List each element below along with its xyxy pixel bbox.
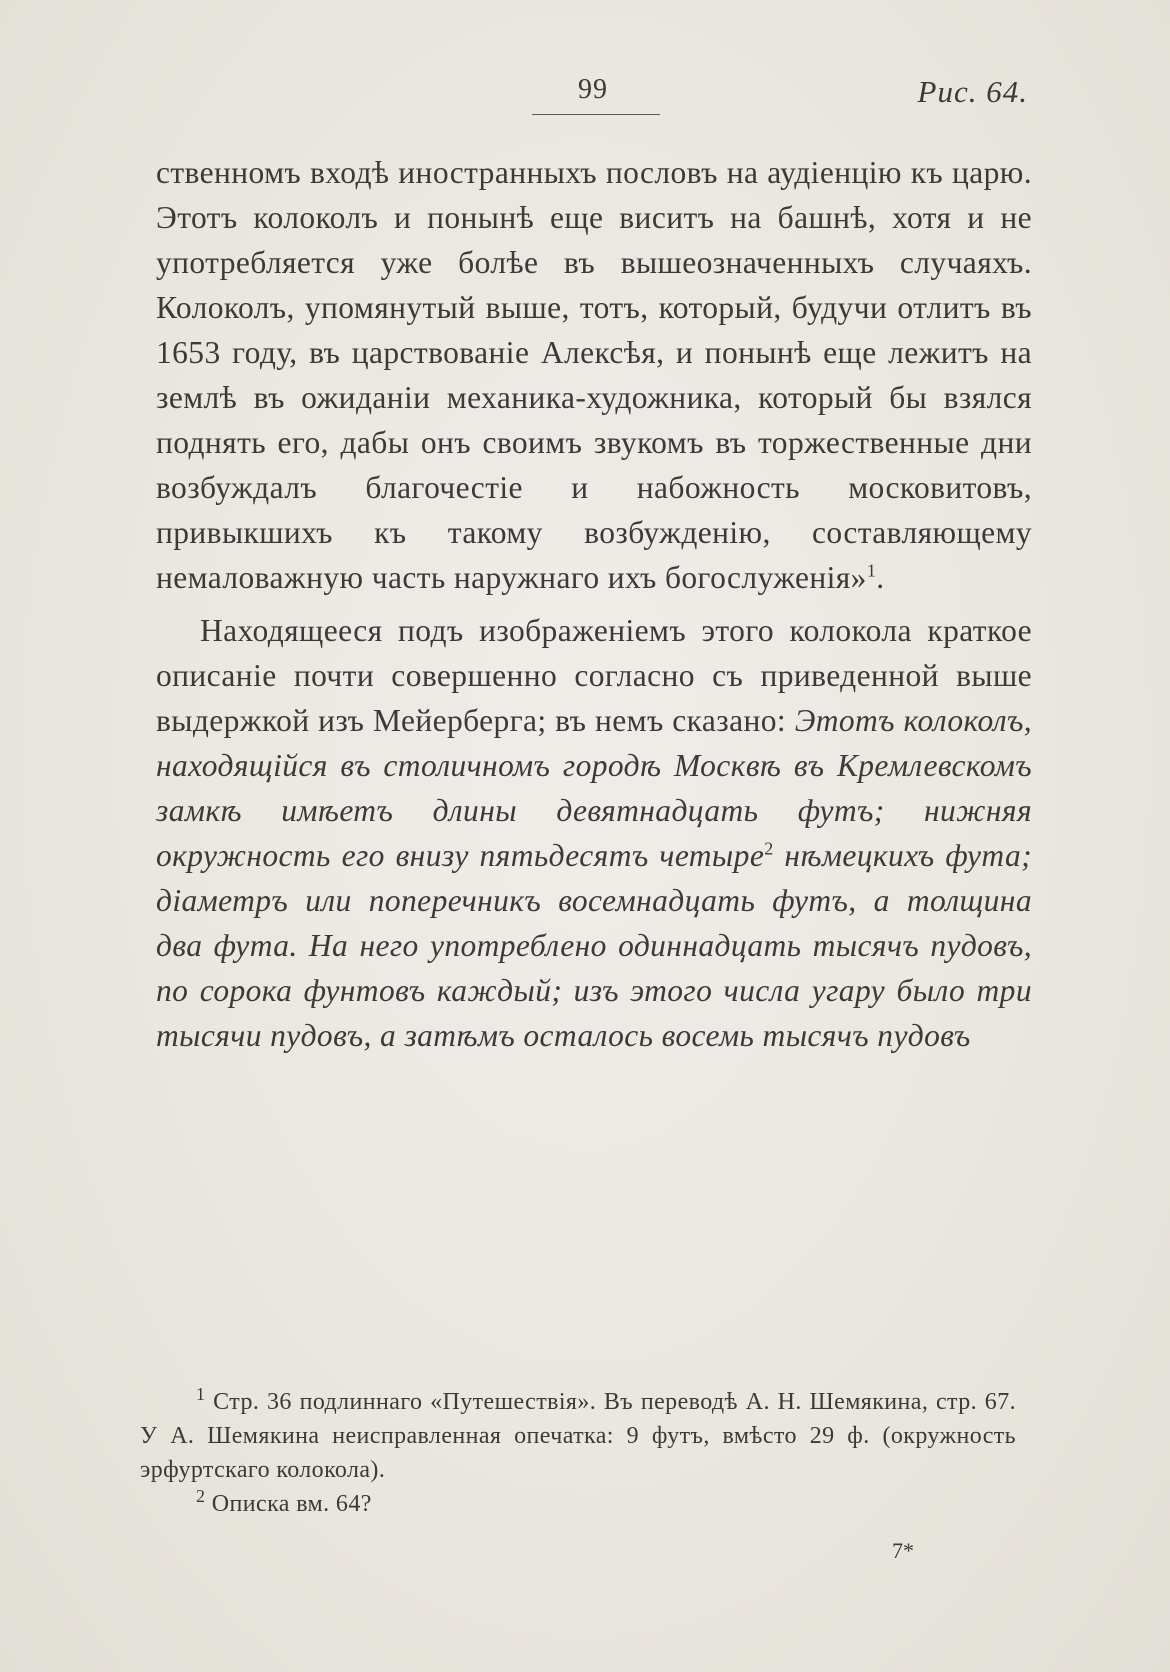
running-head [0,74,1170,124]
footnote-2 [140,1487,1016,1521]
footnote-1-text: Стр. 36 подлиннаго «Путешествія». Въ переводѣ А. Н. Шемякина, стр. 67. У А. Шемякина неисправленная опечатка: 9 футъ, вмѣсто 29 ф. (окружность эрфуртскаго колокола). [140,1389,1016,1483]
paragraph-1-text: ственномъ входѣ иностранныхъ пословъ на аудіенцію къ царю. Этотъ колоколъ и понынѣ еще виситъ на башнѣ, хотя и не употребляется уже болѣе въ вышеозначенныхъ случаяхъ. Колоколъ, упомянутый выше, тотъ, который, будучи отлитъ въ 1653 году, въ царствованіе Алексѣя, и понынѣ еще лежитъ на землѣ въ ожиданіи механика-художника, который бы взялся поднять его, дабы онъ своимъ звукомъ въ торжественные дни возбуждалъ благочестіе и набожность московитовъ, привыкшихъ къ такому возбужденію, составляющему немаловажную часть наружнаго ихъ богослуженія» [156,155,1032,595]
head-rule [532,114,660,115]
paragraph-2-intro: Находящееся подъ изображеніемъ этого колокола краткое описаніе почти совершенно согласно съ приведенной выше выдержкой изъ Мейерберга; въ немъ сказано: [156,613,1032,738]
footnote-1-mark: 1 [196,1384,206,1404]
footnote-2-text: Описка вм. 64? [205,1491,372,1517]
footnote-ref-2: 2 [764,838,774,859]
paragraph-1 [156,150,1032,600]
paragraph-2-italic-b: нѣмецкихъ фута; діаметръ или поперечникъ восемнадцать футъ, а толщина два фута. На него употреблено одиннадцать тысячъ пудовъ, по сорока фунтовъ каждый; изъ этого числа угару было три тысячи пудовъ, а затѣмъ осталось восемь тысячъ пудовъ [156,838,1032,1053]
body-text [156,150,1032,1058]
footnote-2-mark: 2 [196,1486,206,1506]
figure-reference: Рис. 64. [917,74,1028,109]
footnotes [140,1385,1016,1521]
paragraph-2 [156,608,1032,1058]
footnote-ref-1: 1 [866,560,877,581]
paragraph-2-italic-a: Этотъ колоколъ, находящійся въ столичномъ городѣ Москвѣ въ Кремлевскомъ замкѣ имѣетъ длины девятнадцать футъ; нижняя окружность его внизу пятьдесятъ четыре [156,703,1032,873]
footnote-1 [140,1385,1016,1487]
signature-mark: 7* [892,1538,914,1563]
paragraph-1-end: . [876,560,885,595]
page-number: 99 [578,74,608,105]
